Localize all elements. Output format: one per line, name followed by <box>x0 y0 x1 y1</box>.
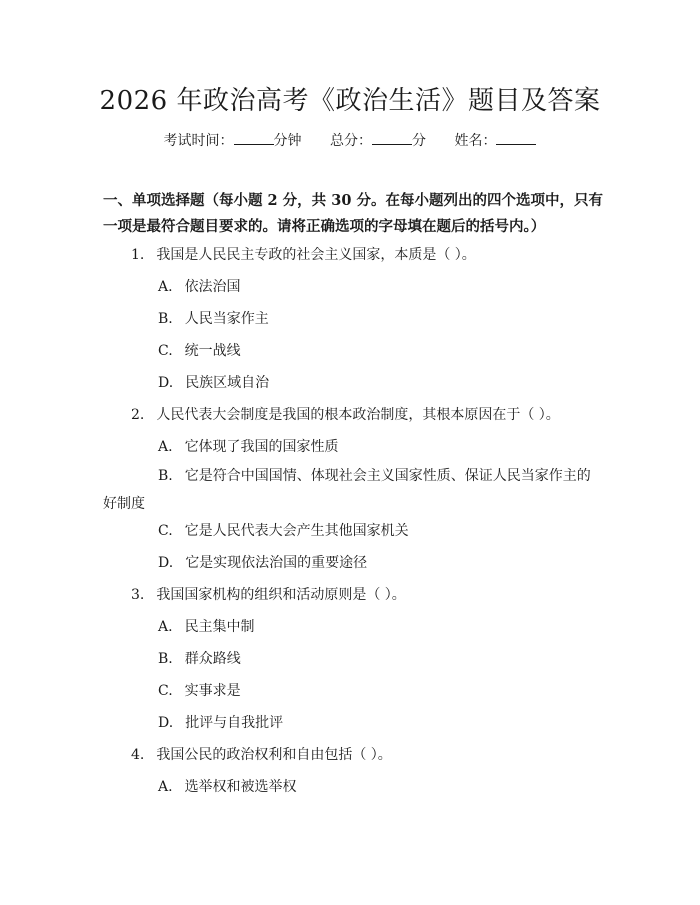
question-3-option-d <box>158 712 283 732</box>
option-letter: C. <box>158 523 173 539</box>
page-title: 2026 年政治高考《政治生活》题目及答案 <box>99 86 601 116</box>
option-letter: B. <box>158 651 173 667</box>
option-text: 群众路线 <box>184 651 241 667</box>
question-4-option-a <box>158 776 297 796</box>
option-text: 依法治国 <box>184 279 241 295</box>
question-2-option-a <box>158 436 339 456</box>
option-text: 统一战线 <box>184 343 241 359</box>
option-text: 民主集中制 <box>184 619 255 635</box>
question-number: 3. <box>131 587 145 603</box>
exam-time <box>164 130 302 150</box>
exam-meta <box>0 130 700 150</box>
exam-time-label: 考试时间： <box>163 133 234 149</box>
option-text: 它是人民代表大会产生其他国家机关 <box>184 523 409 539</box>
option-letter: D. <box>158 375 174 391</box>
option-letter: A. <box>158 619 173 635</box>
question-text: 我国公民的政治权利和自由包括（ ）。 <box>156 747 392 763</box>
section-heading: 一、单项选择题（每小题 2 分，共 30 分。在每小题列出的四个选项中，只有一项是最符合题目要求的。请将正确选项的字母填在题后的括号内。） <box>103 192 603 235</box>
question-number: 2. <box>131 407 145 423</box>
option-letter: D. <box>158 715 174 731</box>
student-name-label: 姓名： <box>454 133 497 149</box>
option-letter: A. <box>158 279 173 295</box>
question-2-option-b <box>103 462 603 518</box>
option-letter: D. <box>158 555 174 571</box>
total-score <box>330 130 426 150</box>
option-text: 选举权和被选举权 <box>184 779 297 795</box>
exam-time-blank <box>234 130 274 145</box>
option-text: 民族区域自治 <box>185 375 270 391</box>
option-letter: B. <box>158 468 173 484</box>
total-score-blank <box>372 130 412 145</box>
student-name <box>454 130 536 150</box>
question-1-option-d <box>158 372 269 392</box>
exam-time-unit: 分钟 <box>273 133 302 149</box>
question-3 <box>131 584 406 604</box>
question-number: 1. <box>131 247 145 263</box>
option-text: 它是符合中国国情、体现社会主义国家性质、保证人民当家作主的好制度 <box>103 468 591 512</box>
question-3-option-a <box>158 616 255 636</box>
option-text: 人民当家作主 <box>184 311 269 327</box>
option-text: 它是实现依法治国的重要途径 <box>185 555 368 571</box>
question-text: 我国国家机构的组织和活动原则是（ ）。 <box>156 587 406 603</box>
question-4 <box>131 744 392 764</box>
option-text: 批评与自我批评 <box>185 715 284 731</box>
question-2 <box>131 404 560 424</box>
student-name-blank <box>496 130 536 145</box>
question-3-option-c <box>158 680 241 700</box>
question-1-option-b <box>158 308 269 328</box>
option-letter: C. <box>158 683 173 699</box>
question-1 <box>131 244 476 264</box>
total-score-label: 总分： <box>330 133 372 149</box>
option-letter: A. <box>158 439 173 455</box>
question-3-option-b <box>158 648 241 668</box>
question-2-option-c <box>158 520 409 540</box>
question-2-option-d <box>158 552 367 572</box>
option-letter: A. <box>158 779 173 795</box>
option-letter: B. <box>158 311 173 327</box>
question-text: 人民代表大会制度是我国的根本政治制度，其根本原因在于（ ）。 <box>156 407 560 423</box>
question-number: 4. <box>131 747 145 763</box>
option-text: 它体现了我国的国家性质 <box>184 439 339 455</box>
option-text: 实事求是 <box>184 683 241 699</box>
question-1-option-c <box>158 340 241 360</box>
question-1-option-a <box>158 276 241 296</box>
option-letter: C. <box>158 343 173 359</box>
total-score-unit: 分 <box>412 133 426 149</box>
question-text: 我国是人民民主专政的社会主义国家，本质是（ ）。 <box>156 247 476 263</box>
